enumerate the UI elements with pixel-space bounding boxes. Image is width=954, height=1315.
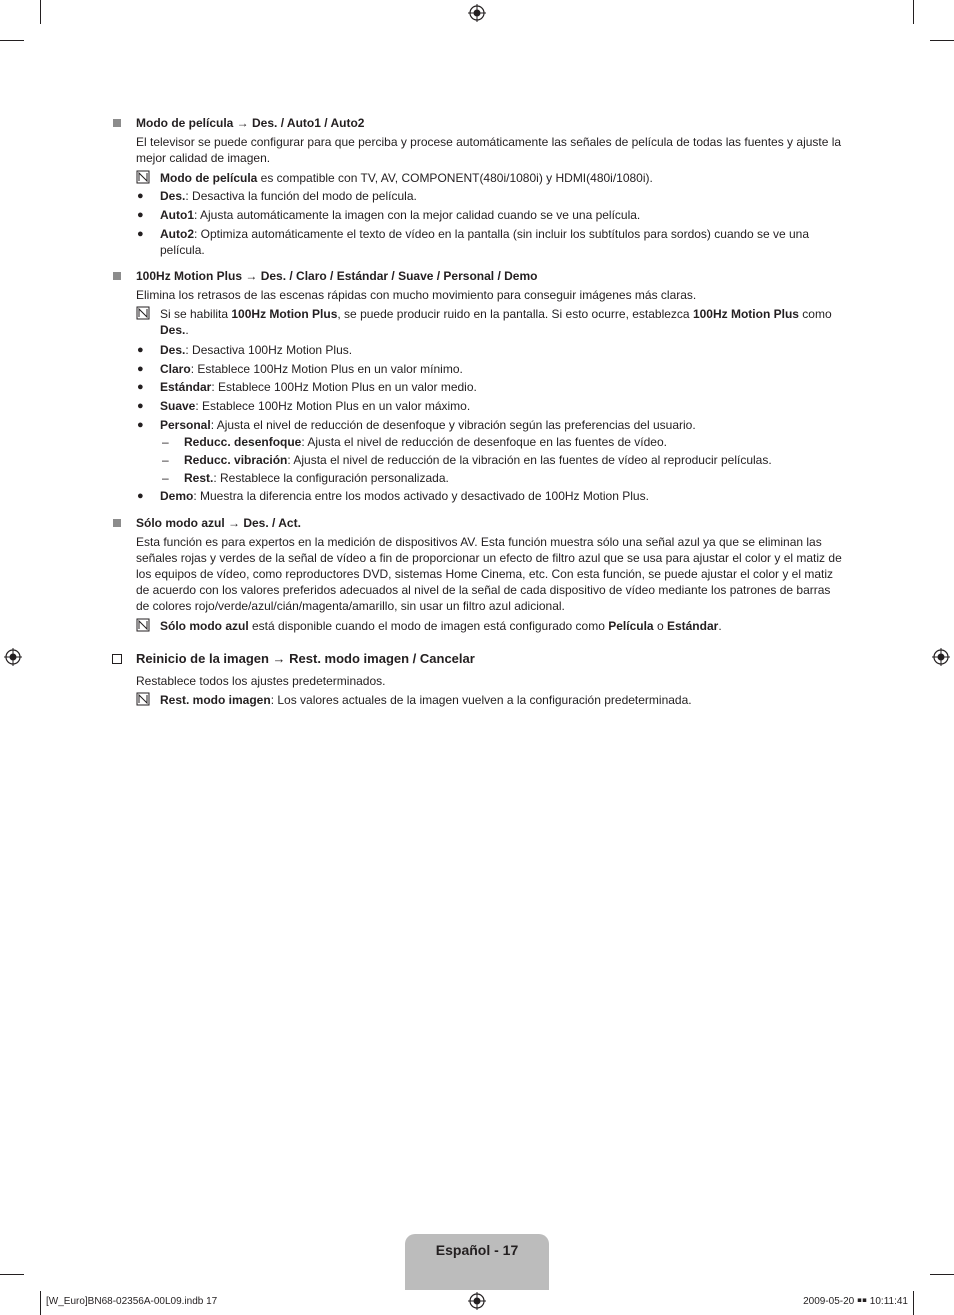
- section-description: El televisor se puede configurar para que perciba y procese automáticamente las señales de película de todas las fuentes y ajuste la mejor calidad de imagen.: [136, 135, 842, 165]
- section-description: Elimina los retrasos de las escenas rápidas con mucho movimiento para conseguir imágenes más claras.: [136, 288, 697, 302]
- note-icon: [136, 692, 150, 706]
- page-number-tab: [405, 1234, 549, 1290]
- bullet-icon: ●: [137, 490, 144, 502]
- list-item: Claro: Establece 100Hz Motion Plus en un valor mínimo.: [160, 362, 463, 376]
- list-item: Des.: Desactiva 100Hz Motion Plus.: [160, 343, 353, 357]
- crop-mark: [930, 1274, 954, 1275]
- bullet-icon: ●: [137, 190, 144, 202]
- list-item: Suave: Establece 100Hz Motion Plus en un valor máximo.: [160, 399, 471, 413]
- note-icon: [136, 170, 150, 184]
- footer-timestamp: 2009-05-20 ￭￭ 10:11:41: [803, 1296, 908, 1307]
- footer-file-info: [W_Euro]BN68-02356A-00L09.indb 17: [46, 1296, 218, 1307]
- square-bullet-icon: [113, 519, 121, 527]
- sub-list-item: Rest.: Restablece la configuración personalizada.: [184, 471, 449, 485]
- note-icon: [136, 306, 150, 320]
- registration-mark-icon: [468, 1292, 486, 1310]
- list-item: Demo: Muestra la diferencia entre los modos activado y desactivado de 100Hz Motion Plus.: [160, 489, 649, 503]
- registration-mark-icon: [4, 648, 22, 666]
- note-text: Sólo modo azul está disponible cuando el modo de imagen está configurado como Película o Estándar.: [160, 619, 722, 633]
- page-number: Español - 17: [435, 1242, 519, 1258]
- sub-list-item: Reducc. desenfoque: Ajusta el nivel de reducción de desenfoque en las fuentes de vídeo.: [184, 435, 667, 449]
- main-section-heading: Reinicio de la imagen → Rest. modo imagen / Cancelar: [136, 651, 475, 666]
- section-heading-film-mode: Modo de película → Des. / Auto1 / Auto2: [136, 116, 365, 130]
- section-checkbox-icon: [112, 654, 122, 664]
- crop-mark: [40, 1291, 41, 1315]
- note-icon: [136, 618, 150, 632]
- crop-mark: [930, 40, 954, 41]
- section-heading-motion-plus: 100Hz Motion Plus → Des. / Claro / Estándar / Suave / Personal / Demo: [136, 269, 538, 283]
- bullet-icon: ●: [137, 363, 144, 375]
- crop-mark: [913, 0, 914, 24]
- section-description: Esta función es para expertos en la medición de dispositivos AV. Esta función muestra sólo una señal azul ya que se eliminan las señales rojas y verdes de la señal de vídeo a fin de proporcionar un efecto de filtro azul que se usa para ajustar el color y el matiz de los equipos de vídeo, como reproductores DVD, sistemas Home Cinema, etc. Con esta función, se puede ajustar el color y el matiz de acuerdo con los valores preferidos adecuados al nivel de la señal de cada dispositivo de vídeo mediante los patrones de barras de colores rojo/verde/azul/cián/magenta/amarillo, sin usar un filtro azul adicional.: [136, 535, 842, 613]
- registration-mark-icon: [932, 648, 950, 666]
- section-heading-blue-mode: Sólo modo azul → Des. / Act.: [136, 516, 301, 530]
- bullet-icon: ●: [137, 419, 144, 431]
- bullet-icon: ●: [137, 381, 144, 393]
- list-item: Auto1: Ajusta automáticamente la imagen con la mejor calidad cuando se ve una película.: [160, 208, 641, 222]
- crop-mark: [913, 1291, 914, 1315]
- main-section-description: Restablece todos los ajustes predeterminados.: [136, 674, 386, 688]
- bullet-icon: ●: [137, 228, 144, 240]
- dash-bullet-icon: –: [162, 453, 169, 467]
- bullet-icon: ●: [137, 344, 144, 356]
- note-text: Modo de película es compatible con TV, AV, COMPONENT(480i/1080i) y HDMI(480i/1080i).: [160, 171, 653, 185]
- note-text: Si se habilita 100Hz Motion Plus, se puede producir ruido en la pantalla. Si esto ocurre, establezca 100Hz Motion Plus como Des..: [160, 307, 832, 337]
- list-item: Personal: Ajusta el nivel de reducción de desenfoque y vibración según las preferencias del usuario.: [160, 418, 696, 432]
- registration-mark-icon: [468, 4, 486, 22]
- square-bullet-icon: [113, 119, 121, 127]
- crop-mark: [40, 0, 41, 24]
- list-item: Des.: Desactiva la función del modo de película.: [160, 189, 417, 203]
- crop-mark: [0, 1274, 24, 1275]
- sub-list-item: Reducc. vibración: Ajusta el nivel de reducción de la vibración en las fuentes de vídeo al reproducir películas.: [184, 453, 772, 467]
- bullet-icon: ●: [137, 209, 144, 221]
- dash-bullet-icon: –: [162, 471, 169, 485]
- note-text: Rest. modo imagen: Los valores actuales de la imagen vuelven a la configuración predeterminada.: [160, 693, 692, 707]
- square-bullet-icon: [113, 272, 121, 280]
- list-item: Auto2: Optimiza automáticamente el texto de vídeo en la pantalla (sin incluir los subtítulos para sordos) cuando se ve una película.: [160, 227, 810, 257]
- crop-mark: [0, 40, 24, 41]
- dash-bullet-icon: –: [162, 435, 169, 449]
- list-item: Estándar: Establece 100Hz Motion Plus en un valor medio.: [160, 380, 477, 394]
- bullet-icon: ●: [137, 400, 144, 412]
